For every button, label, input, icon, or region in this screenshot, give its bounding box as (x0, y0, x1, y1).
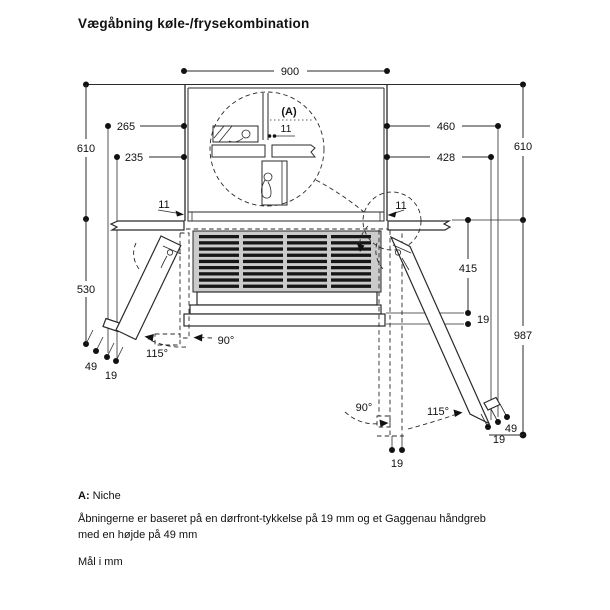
angle-115-left-label: 115° (146, 348, 168, 360)
grille-slat (199, 254, 239, 257)
grille-slat (287, 278, 327, 281)
dim-19-left-label: 19 (104, 370, 118, 382)
grille-slat (243, 254, 283, 257)
grille-slat (243, 235, 283, 238)
angle-115-bottom (408, 406, 463, 429)
dim-11-right-label: 11 (395, 200, 407, 212)
angle-115-bottom-label: 115° (427, 406, 449, 418)
dimension-265 (105, 121, 187, 133)
dim-900-label: 900 (280, 66, 300, 78)
dimension-900 (181, 66, 390, 78)
dimension-11-left (158, 199, 184, 217)
dim-235-label: 235 (124, 152, 144, 164)
vent-grille (193, 231, 381, 292)
grille-slat (199, 235, 239, 238)
dim-49-right-label: 49 (504, 423, 518, 435)
dimension-235 (114, 152, 187, 164)
note-a (78, 488, 121, 504)
door-right-open-115 (391, 237, 500, 424)
grille-slat (331, 241, 371, 244)
grille-slat (199, 247, 239, 250)
grille-slat (331, 247, 371, 250)
swing-arc-left (134, 243, 139, 269)
dimension-11-right (388, 200, 407, 218)
dim-530-label: 530 (76, 284, 96, 296)
grille-slat (199, 278, 239, 281)
grille-slat (199, 266, 239, 269)
dim-265-label: 265 (116, 121, 136, 133)
angle-90-left-label: 90° (217, 335, 235, 347)
dimension-530 (77, 219, 95, 347)
dimension-460 (384, 121, 501, 133)
detail-dimension-11 (268, 123, 295, 138)
grille-slat (287, 235, 327, 238)
angle-90-bottom-label: 90° (355, 402, 373, 414)
dim-11-left-label: 11 (158, 199, 170, 211)
dim-460-label: 460 (436, 121, 456, 133)
dimension-428 (384, 152, 494, 164)
angle-90-bottom (345, 402, 389, 427)
note-body: Åbningerne er baseret på en dørfront-tykkelse på 19 mm og et Gaggenau håndgreb med en højde på 49 mm (78, 513, 486, 541)
wall-board-right (388, 221, 450, 230)
grille-slat (331, 272, 371, 275)
grille-slat (243, 272, 283, 275)
dim-428-label: 428 (436, 152, 456, 164)
plinth (184, 292, 385, 326)
grille-slat (287, 254, 327, 257)
detail-leader (316, 180, 364, 212)
grille-slat (243, 247, 283, 250)
grille-slat (199, 241, 239, 244)
dimension-49-left (85, 330, 103, 373)
grille-slat (287, 260, 327, 263)
dimension-19-plinth (465, 314, 489, 327)
grille-slat (287, 285, 327, 288)
door-left-open-115 (103, 236, 181, 340)
wall-board-left (111, 221, 184, 230)
detail-circle (210, 92, 324, 206)
grille-slat (243, 241, 283, 244)
grille-slat (287, 272, 327, 275)
dim-610-left-label: 610 (76, 143, 96, 155)
grille-slat (287, 247, 327, 250)
grille-slat (199, 260, 239, 263)
grille-slat (331, 278, 371, 281)
detail-label-a: (A) (281, 106, 297, 118)
grille-slat (243, 278, 283, 281)
grille-slat (243, 260, 283, 263)
dim-987-label: 987 (513, 330, 533, 342)
dim-19-plinth-label: 19 (477, 314, 490, 326)
angle-90-left (194, 334, 235, 347)
grille-slat (287, 241, 327, 244)
dimension-19-left (104, 343, 123, 382)
note-a-value: Niche (92, 490, 121, 502)
grille-slat (199, 272, 239, 275)
page-title: Vægåbning køle-/frysekombination (78, 16, 310, 31)
note-a-key: A: (78, 490, 90, 502)
grille-slat (331, 260, 371, 263)
dimension-415 (459, 217, 477, 316)
dimension-19-bottom (389, 436, 405, 470)
dim-610-right-label: 610 (513, 141, 533, 153)
grille-slat (331, 235, 371, 238)
grille-slat (331, 254, 371, 257)
grille-slat (287, 266, 327, 269)
dim-19-bottom-label: 19 (390, 458, 404, 470)
dimension-610-right (514, 85, 532, 223)
dimension-610-left (77, 85, 95, 222)
grille-slat (243, 285, 283, 288)
note-units: Mål i mm (78, 556, 123, 568)
grille-slat (331, 266, 371, 269)
dim-49-left-label: 49 (84, 361, 98, 373)
dim-19-right-label: 19 (492, 434, 506, 446)
detail-dim-11-label: 11 (280, 123, 292, 135)
dim-415-label: 415 (458, 263, 478, 275)
grille-slat (331, 285, 371, 288)
angle-115-left (145, 334, 187, 360)
grille-slat (243, 266, 283, 269)
grille-slat (199, 285, 239, 288)
dimension-49-right (500, 404, 517, 435)
